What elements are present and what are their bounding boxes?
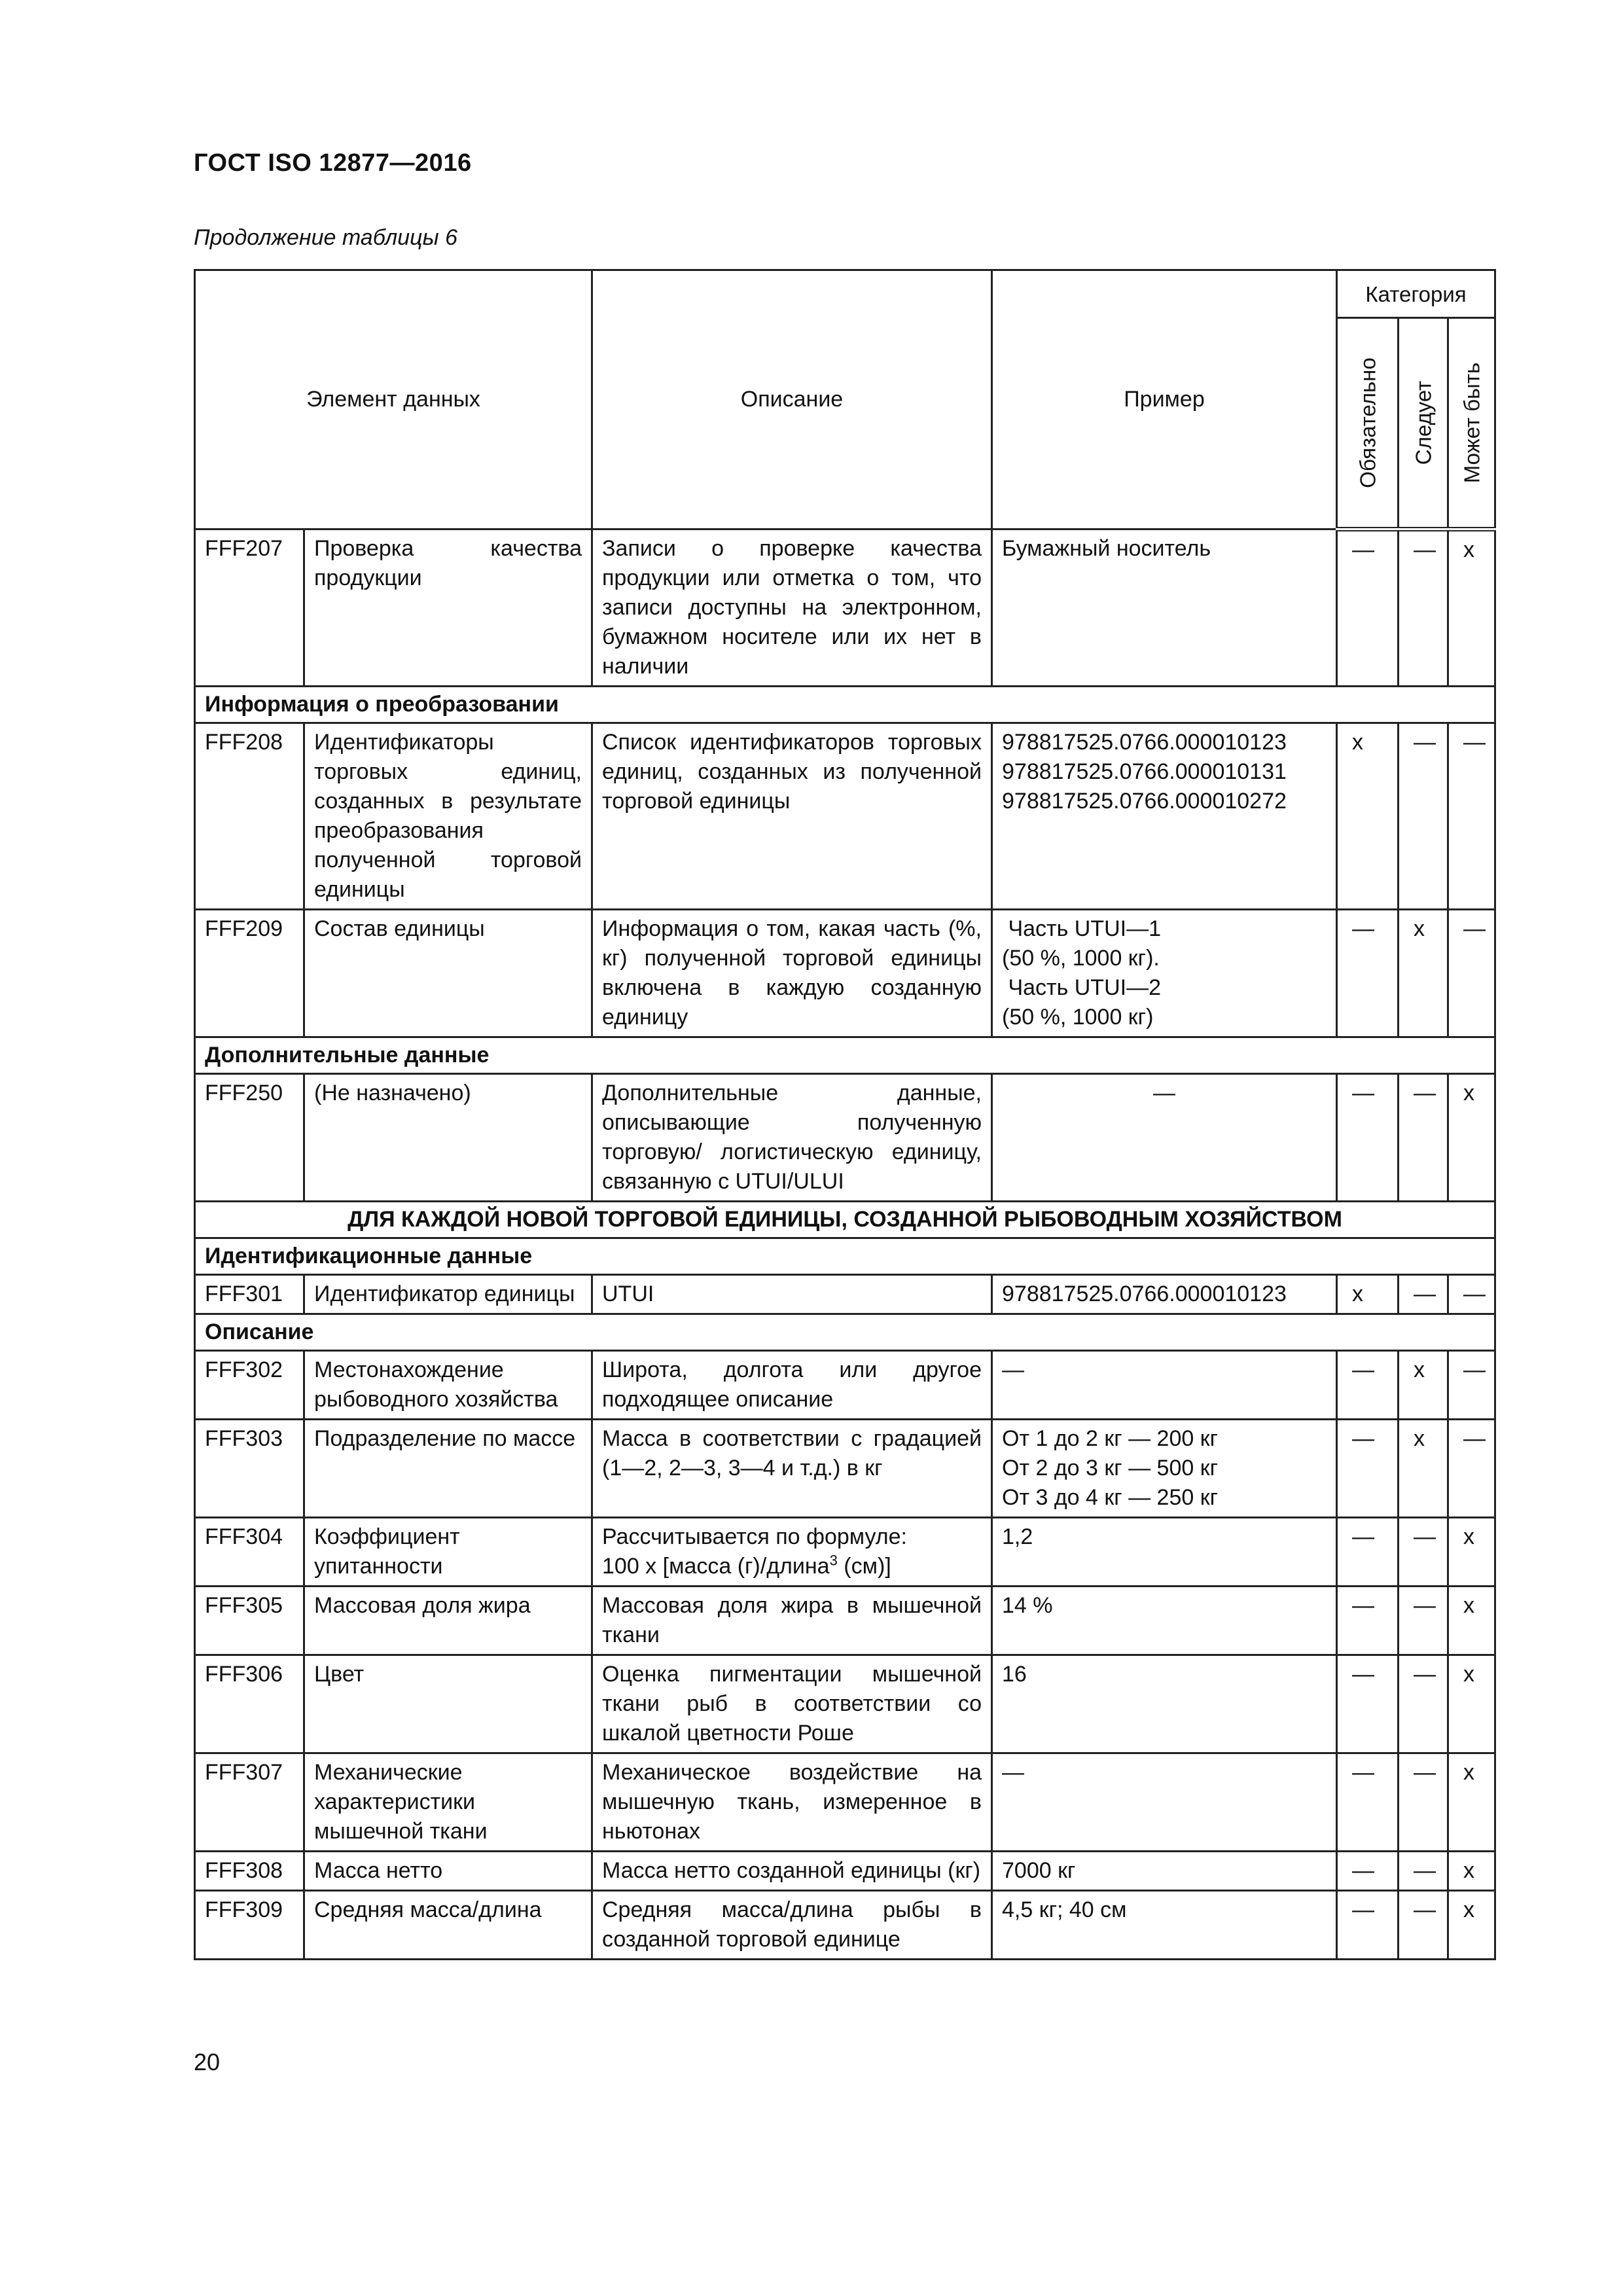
mandatory-mark: — [1337,910,1399,1037]
example-line: Часть UTUI—2 [1002,975,1161,1000]
section-heading: Описание [195,1314,1495,1351]
mandatory-mark: — [1337,1891,1399,1960]
element-name: Масса нетто [304,1852,592,1891]
may-mark: — [1448,1275,1495,1314]
should-mark: x [1399,1351,1448,1420]
mandatory-mark: x [1337,1275,1399,1314]
section-heading: Идентификационные данные [195,1238,1495,1275]
element-example [992,529,1337,687]
element-description: Список идентификаторов торговых единиц, созданных из полученной торговой единицы [592,723,992,910]
document-header: ГОСТ ISO 12877—2016 [194,149,472,177]
element-code: FFF307 [195,1753,304,1852]
should-mark: — [1399,1518,1448,1587]
may-mark: x [1448,1518,1495,1587]
section-row [195,687,1495,723]
element-example [992,1420,1337,1518]
element-example [992,1074,1337,1202]
element-description [592,1518,992,1587]
example-line: 16 [1002,1662,1027,1687]
may-mark: — [1448,723,1495,910]
mandatory-mark: — [1337,1753,1399,1852]
may-mark: x [1448,1891,1495,1960]
table-row [195,1518,1495,1587]
table-row [195,723,1495,910]
element-example [992,1587,1337,1655]
should-label: Следует [1411,380,1435,465]
example-line: От 1 до 2 кг — 200 кг [1002,1426,1218,1451]
section-row [195,1037,1495,1074]
element-code: FFF207 [195,529,304,687]
formula-text: 100 x [масса (г)/длина [602,1554,830,1579]
element-code: FFF209 [195,910,304,1037]
element-code: FFF301 [195,1275,304,1314]
element-name: Идентификатор единицы [304,1275,592,1314]
may-mark: — [1448,1420,1495,1518]
element-description: Массовая доля жира в мышечной ткани [592,1587,992,1655]
may-label: Может быть [1459,362,1484,484]
table-row [195,529,1495,687]
element-name: Коэффициент упитанности [304,1518,592,1587]
mandatory-mark: — [1337,1518,1399,1587]
element-description: Масса в соответствии с градацией (1—2, 2—3, 3—4 и т.д.) в кг [592,1420,992,1518]
element-code: FFF306 [195,1655,304,1753]
column-header-should [1399,318,1448,529]
element-description: Записи о проверке качества продукции или отметка о том, что записи доступны на электронном, бумажном носителе или их нет в наличии [592,529,992,687]
mandatory-mark: — [1337,1587,1399,1655]
example-line: — [1002,1760,1024,1785]
table-row [195,1420,1495,1518]
element-description: Широта, долгота или другое подходящее описание [592,1351,992,1420]
column-header-mandatory [1337,318,1399,529]
may-mark: x [1448,1655,1495,1753]
example-line: 1,2 [1002,1524,1033,1549]
element-code: FFF303 [195,1420,304,1518]
should-mark: — [1399,1891,1448,1960]
may-mark: x [1448,1753,1495,1852]
element-name: Средняя масса/длина [304,1891,592,1960]
may-mark: — [1448,1351,1495,1420]
example-line: Бумажный носитель [1002,536,1211,561]
formula-exponent: 3 [829,1552,838,1569]
column-header-category: Категория [1337,270,1495,318]
should-mark: — [1399,1074,1448,1202]
should-mark: — [1399,723,1448,910]
element-example [992,1351,1337,1420]
formula-text: (см)] [837,1554,891,1579]
column-header-example: Пример [992,270,1337,529]
element-code: FFF208 [195,723,304,910]
section-heading: ДЛЯ КАЖДОЙ НОВОЙ ТОРГОВОЙ ЕДИНИЦЫ, СОЗДАННОЙ РЫБОВОДНЫМ ХОЗЯЙСТВОМ [195,1202,1495,1238]
section-row [195,1314,1495,1351]
example-line: 14 % [1002,1593,1053,1618]
example-line: 7000 кг [1002,1858,1076,1883]
element-description: Информация о том, какая часть (%, кг) полученной торговой единицы включена в каждую созданную единицу [592,910,992,1037]
example-line: 978817525.0766.000010131 [1002,759,1287,784]
table-row [195,1587,1495,1655]
mandatory-mark: — [1337,1420,1399,1518]
element-name: (Не назначено) [304,1074,592,1202]
should-mark: — [1399,1753,1448,1852]
element-name: Проверка качества продукции [304,529,592,687]
should-mark: — [1399,1587,1448,1655]
section-row [195,1238,1495,1275]
example-line: 4,5 кг; 40 см [1002,1897,1127,1922]
section-heading: Дополнительные данные [195,1037,1495,1074]
mandatory-mark: — [1337,529,1399,687]
table-row [195,1655,1495,1753]
section-heading: Информация о преобразовании [195,687,1495,723]
element-example [992,1753,1337,1852]
should-mark: — [1399,1852,1448,1891]
table-body [195,529,1495,1960]
example-line: От 3 до 4 кг — 250 кг [1002,1485,1218,1510]
element-description: Дополнительные данные, описывающие полученную торговую/ логистическую единицу, связанную с UTUI/ULUI [592,1074,992,1202]
may-mark: — [1448,910,1495,1037]
element-description: Масса нетто созданной единицы (кг) [592,1852,992,1891]
example-line: (50 %, 1000 кг) [1002,1005,1154,1030]
mandatory-mark: — [1337,1852,1399,1891]
may-mark: x [1448,1074,1495,1202]
data-elements-table [194,269,1496,1960]
example-line: 978817525.0766.000010123 [1002,1282,1287,1306]
element-example [992,1275,1337,1314]
element-name: Состав единицы [304,910,592,1037]
element-example [992,1518,1337,1587]
example-line: — [1002,1357,1024,1382]
mandatory-mark: x [1337,723,1399,910]
element-code: FFF302 [195,1351,304,1420]
example-line: — [1153,1081,1175,1105]
element-example [992,910,1337,1037]
section-row [195,1202,1495,1238]
element-description: Механическое воздействие на мышечную ткань, измеренное в ньютонах [592,1753,992,1852]
should-mark: — [1399,529,1448,687]
description-line: Рассчитывается по формуле: [602,1524,907,1549]
element-name: Массовая доля жира [304,1587,592,1655]
element-example [992,723,1337,910]
element-name: Механические характеристики мышечной ткани [304,1753,592,1852]
table-row [195,1275,1495,1314]
should-mark: — [1399,1655,1448,1753]
table-row [195,1852,1495,1891]
element-description: UTUI [592,1275,992,1314]
table-row [195,910,1495,1037]
example-line: (50 %, 1000 кг). [1002,946,1160,971]
mandatory-mark: — [1337,1351,1399,1420]
may-mark: x [1448,529,1495,687]
formula [602,1552,982,1581]
table-container [194,269,1494,1960]
element-name: Цвет [304,1655,592,1753]
table-caption: Продолжение таблицы 6 [194,225,457,250]
element-example [992,1655,1337,1753]
table-row [195,1891,1495,1960]
example-line: От 2 до 3 кг — 500 кг [1002,1456,1218,1480]
table-row [195,1753,1495,1852]
may-mark: x [1448,1852,1495,1891]
example-line: 978817525.0766.000010272 [1002,789,1287,814]
may-mark: x [1448,1587,1495,1655]
element-code: FFF309 [195,1891,304,1960]
should-mark: x [1399,910,1448,1037]
table-header [195,270,1495,529]
element-code: FFF304 [195,1518,304,1587]
table-row [195,1074,1495,1202]
element-example [992,1852,1337,1891]
column-header-element: Элемент данных [195,270,592,529]
table-row [195,1351,1495,1420]
mandatory-mark: — [1337,1074,1399,1202]
column-header-may [1448,318,1495,529]
element-name: Подразделение по массе [304,1420,592,1518]
element-name: Местонахождение рыбоводного хозяйства [304,1351,592,1420]
column-header-description: Описание [592,270,992,529]
mandatory-mark: — [1337,1655,1399,1753]
example-line: Часть UTUI—1 [1002,916,1161,941]
element-code: FFF250 [195,1074,304,1202]
element-code: FFF308 [195,1852,304,1891]
element-description: Оценка пигментации мышечной ткани рыб в соответствии со шкалой цветности Роше [592,1655,992,1753]
element-description: Средняя масса/длина рыбы в созданной торговой единице [592,1891,992,1960]
should-mark: x [1399,1420,1448,1518]
element-name: Идентификаторы торговых единиц, созданных в результате преобразования полученной торговой единицы [304,723,592,910]
element-example [992,1891,1337,1960]
should-mark: — [1399,1275,1448,1314]
example-line: 978817525.0766.000010123 [1002,730,1287,755]
element-code: FFF305 [195,1587,304,1655]
page-number: 20 [194,2049,221,2075]
mandatory-label: Обязательно [1355,357,1380,488]
